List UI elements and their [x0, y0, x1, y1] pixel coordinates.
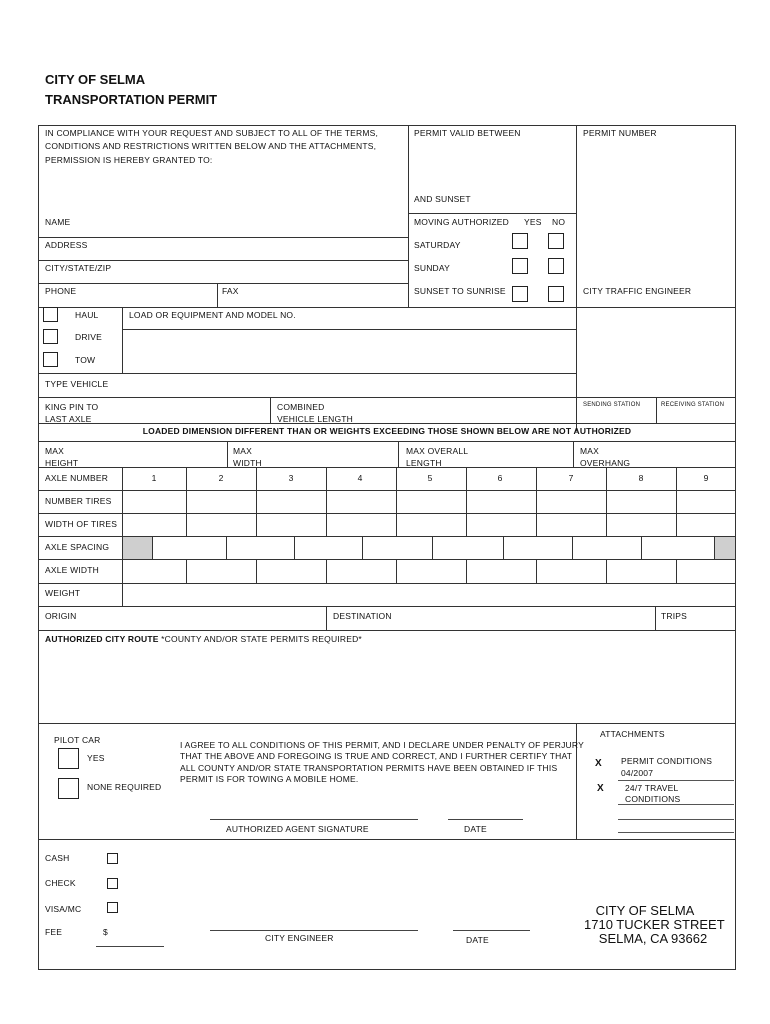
axle-spacing-col-line	[362, 536, 363, 559]
axle-width-col-line	[466, 559, 467, 583]
receiving-station-label: RECEIVING STATION	[661, 402, 725, 408]
max-width-label-1: MAX	[233, 446, 253, 456]
load-equipment-label: LOAD OR EQUIPMENT AND MODEL NO.	[129, 310, 296, 320]
agent-signature-line[interactable]	[210, 819, 418, 820]
authorized-route-bold: AUTHORIZED CITY ROUTE	[45, 634, 159, 644]
weight-label: WEIGHT	[45, 588, 81, 598]
kingpin-label-2: LAST AXLE	[45, 414, 92, 424]
axle-spacing-col-line	[714, 536, 715, 559]
name-field[interactable]: NAME	[45, 217, 71, 227]
width-of-tires-label: WIDTH OF TIRES	[45, 519, 118, 529]
axle-num-6: 6	[497, 473, 503, 483]
form-title-line2: TRANSPORTATION PERMIT	[45, 92, 218, 107]
axle-width-col-line	[256, 559, 257, 583]
max-width-label-2: WIDTH	[233, 458, 262, 468]
sunset-no-checkbox[interactable]	[548, 286, 564, 302]
form-title-line1: CITY OF SELMA	[45, 72, 146, 87]
address-city-state-zip: SELMA, CA 93662	[598, 931, 708, 946]
attachment-2-line-2: CONDITIONS	[625, 794, 681, 804]
city-traffic-engineer-label: CITY TRAFFIC ENGINEER	[583, 286, 692, 296]
declaration-line-4: PERMIT IS FOR TOWING A MOBILE HOME.	[180, 774, 359, 784]
engineer-date-label: DATE	[466, 935, 489, 945]
max-overhang-label-2: OVERHANG	[580, 458, 631, 468]
axle-spacing-shaded-end	[714, 537, 735, 559]
axle-spacing-col-line	[572, 536, 573, 559]
sunday-label: SUNDAY	[414, 263, 450, 273]
city-engineer-signature-line[interactable]	[210, 930, 418, 931]
max-length-label-1: MAX OVERALL	[406, 446, 469, 456]
check-checkbox[interactable]	[107, 878, 118, 889]
city-engineer-label: CITY ENGINEER	[265, 933, 334, 943]
axle-spacing-col-line	[641, 536, 642, 559]
axle-spacing-shaded-start	[123, 537, 152, 559]
axle-num-9: 9	[703, 473, 709, 483]
max-overhang-label-1: MAX	[580, 446, 600, 456]
pilot-none-checkbox[interactable]	[58, 778, 79, 799]
moving-authorized-label: MOVING AUTHORIZED	[414, 217, 510, 227]
visa-checkbox[interactable]	[107, 902, 118, 913]
tow-label: TOW	[75, 355, 96, 365]
attachment-1-mark: X	[595, 758, 602, 769]
axle-col-line	[676, 467, 677, 536]
haul-checkbox[interactable]	[43, 307, 58, 322]
axle-num-5: 5	[427, 473, 433, 483]
pilot-yes-checkbox[interactable]	[58, 748, 79, 769]
compliance-text-3: PERMISSION IS HEREBY GRANTED TO:	[45, 155, 213, 165]
attachment-2-mark: X	[597, 783, 604, 794]
pilot-none-label: NONE REQUIRED	[87, 782, 162, 792]
axle-spacing-col-line	[432, 536, 433, 559]
axle-col-line	[256, 467, 257, 536]
axle-width-col-line	[676, 559, 677, 583]
axle-col-line	[326, 467, 327, 536]
axle-number-label: AXLE NUMBER	[45, 473, 109, 483]
axle-width-col-line	[536, 559, 537, 583]
agent-signature-label: AUTHORIZED AGENT SIGNATURE	[226, 824, 369, 834]
declaration-line-1: I AGREE TO ALL CONDITIONS OF THIS PERMIT, AND I DECLARE UNDER PENALTY OF PERJURY	[180, 740, 584, 750]
authorized-route-note: *COUNTY AND/OR STATE PERMITS REQUIRED*	[158, 634, 362, 644]
fee-label: FEE	[45, 927, 63, 937]
and-sunset-label: AND SUNSET	[414, 194, 471, 204]
axle-num-3: 3	[288, 473, 294, 483]
visa-label: VISA/MC	[45, 904, 82, 914]
agent-date-label: DATE	[464, 824, 487, 834]
cash-checkbox[interactable]	[107, 853, 118, 864]
axle-spacing-col-line	[503, 536, 504, 559]
sunday-yes-checkbox[interactable]	[512, 258, 528, 274]
attachment-1-line-2: 04/2007	[621, 768, 654, 778]
drive-label: DRIVE	[75, 332, 102, 342]
phone-field[interactable]: PHONE	[45, 286, 77, 296]
fee-dollar-sign: $	[103, 927, 108, 937]
axle-width-col-line	[606, 559, 607, 583]
axle-width-col-line	[396, 559, 397, 583]
haul-label: HAUL	[75, 310, 99, 320]
attachments-label: ATTACHMENTS	[600, 729, 665, 739]
max-height-label-2: HEIGHT	[45, 458, 79, 468]
axle-col-line	[466, 467, 467, 536]
axle-num-2: 2	[218, 473, 224, 483]
sunset-to-sunrise-label: SUNSET TO SUNRISE	[414, 286, 506, 296]
declaration-line-2: THAT THE ABOVE AND FOREGOING IS TRUE AND CORRECT, AND I FURTHER CERTIFY THAT	[180, 751, 573, 761]
type-vehicle-field[interactable]: TYPE VEHICLE	[45, 379, 109, 389]
axle-num-4: 4	[357, 473, 363, 483]
compliance-text-2: CONDITIONS AND RESTRICTIONS WRITTEN BELOW AND THE ATTACHMENTS,	[45, 141, 377, 151]
drive-checkbox[interactable]	[43, 329, 58, 344]
combined-label-2: VEHICLE LENGTH	[277, 414, 354, 424]
agent-date-line[interactable]	[448, 819, 523, 820]
axle-num-7: 7	[568, 473, 574, 483]
axle-width-label: AXLE WIDTH	[45, 565, 99, 575]
address-field[interactable]: ADDRESS	[45, 240, 88, 250]
max-height-label-1: MAX	[45, 446, 65, 456]
sunday-no-checkbox[interactable]	[548, 258, 564, 274]
axle-col-line	[606, 467, 607, 536]
number-tires-label: NUMBER TIRES	[45, 496, 112, 506]
combined-label-1: COMBINED	[277, 402, 325, 412]
tow-checkbox[interactable]	[43, 352, 58, 367]
attachment-2-line-1: 24/7 TRAVEL	[625, 783, 679, 793]
yes-header: YES	[524, 217, 542, 227]
sending-station-label: SENDING STATION	[583, 402, 641, 408]
fee-amount-line[interactable]	[96, 946, 164, 947]
saturday-yes-checkbox[interactable]	[512, 233, 528, 249]
pilot-yes-label: YES	[87, 753, 105, 763]
axle-width-col-line	[326, 559, 327, 583]
declaration-line-3: ALL COUNTY AND/OR STATE TRANSPORTATION PERMITS HAVE BEEN OBTAINED IF THIS	[180, 763, 558, 773]
axle-col-line	[536, 467, 537, 536]
address-street: 1710 TUCKER STREET	[584, 917, 725, 932]
compliance-text-1: IN COMPLIANCE WITH YOUR REQUEST AND SUBJECT TO ALL OF THE TERMS,	[45, 128, 379, 138]
no-header: NO	[552, 217, 566, 227]
axle-col-line	[186, 467, 187, 536]
axle-spacing-col-line	[226, 536, 227, 559]
axle-spacing-col-line	[294, 536, 295, 559]
attachment-1-line-1: PERMIT CONDITIONS	[621, 756, 713, 766]
axle-spacing-label: AXLE SPACING	[45, 542, 110, 552]
axle-spacing-col-line	[152, 536, 153, 559]
pilot-car-label: PILOT CAR	[54, 735, 101, 745]
kingpin-label-1: KING PIN TO	[45, 402, 99, 412]
saturday-no-checkbox[interactable]	[548, 233, 564, 249]
authorized-route-label	[45, 634, 362, 644]
trips-field[interactable]: TRIPS	[661, 611, 688, 621]
axle-num-1: 1	[151, 473, 157, 483]
city-state-zip-field[interactable]: CITY/STATE/ZIP	[45, 263, 112, 273]
dimension-notice: LOADED DIMENSION DIFFERENT THAN OR WEIGHTS EXCEEDING THOSE SHOWN BELOW ARE NOT AUTHORIZED	[142, 426, 632, 436]
origin-field[interactable]: ORIGIN	[45, 611, 77, 621]
sunset-yes-checkbox[interactable]	[512, 286, 528, 302]
address-city: CITY OF SELMA	[595, 903, 695, 918]
fax-field[interactable]: FAX	[222, 286, 239, 296]
engineer-date-line[interactable]	[453, 930, 530, 931]
destination-field[interactable]: DESTINATION	[333, 611, 392, 621]
max-length-label-2: LENGTH	[406, 458, 442, 468]
check-label: CHECK	[45, 878, 76, 888]
saturday-label: SATURDAY	[414, 240, 461, 250]
axle-col-line	[396, 467, 397, 536]
axle-width-col-line	[186, 559, 187, 583]
permit-number-label: PERMIT NUMBER	[583, 128, 657, 138]
axle-num-8: 8	[638, 473, 644, 483]
permit-valid-label: PERMIT VALID BETWEEN	[414, 128, 521, 138]
cash-label: CASH	[45, 853, 70, 863]
